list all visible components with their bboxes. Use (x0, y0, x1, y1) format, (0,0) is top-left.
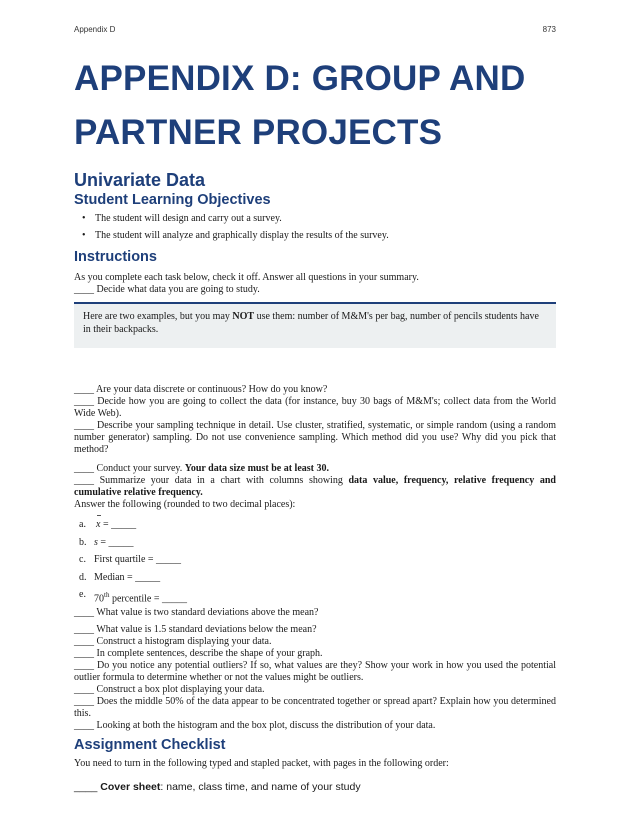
task-outliers: ____ Do you notice any potential outliers? If so, what values are they? Show your work in how you used the potential outlier formula to determine whether or not the values might be outliers. (74, 659, 556, 683)
answer-blank: = _____ (97, 536, 134, 548)
content (74, 52, 556, 794)
s-symbol: s (94, 536, 98, 548)
objectives-list (74, 210, 556, 244)
task-distribution: ____ Looking at both the histogram and the box plot, discuss the distribution of your data. (74, 719, 436, 731)
answer-marker: c. (79, 554, 86, 565)
checklist-item-text: : name, class time, and name of your study (160, 780, 361, 793)
answer-mean (74, 519, 556, 537)
checklist-item-title: Cover sheet (100, 780, 161, 793)
task-collect: ____ Decide how you are going to collect the data (for instance, buy 30 bags of M&M's; collect data from the World Wide Web). (74, 396, 556, 419)
checklist-heading: Assignment Checklist (74, 736, 226, 753)
checklist-intro: You need to turn in the following typed and stapled packet, with pages in the following order: (74, 757, 449, 769)
x-bar-symbol: x (96, 519, 101, 530)
callout-text-after: use them: number of M&M's per bag, number of pencils students have in their backpacks. (83, 311, 539, 335)
instructions-intro: As you complete each task below, check it off. Answer all questions in your summary. (74, 272, 419, 283)
percentile-number: 70 (94, 593, 104, 605)
callout-emphasis: NOT (232, 311, 255, 322)
answer-marker: d. (79, 571, 87, 583)
answer-blank: = _____ (100, 519, 137, 530)
page-title: APPENDIX D: GROUP AND PARTNER PROJECTS (74, 59, 526, 152)
answer-first-quartile (74, 554, 556, 572)
answer-text: First quartile = _____ (94, 554, 182, 565)
task-two-sd: ____ What value is two standard deviations above the mean? (74, 606, 319, 618)
answer-marker: a. (79, 519, 86, 530)
task-summarize-text: ____ Summarize your data in a chart with columns showing (74, 475, 349, 486)
answer-text: percentile = _____ (109, 593, 188, 605)
task-histogram: ____ Construct a histogram displaying your data. (74, 635, 272, 647)
list-item: • The student will analyze and graphically display the results of the survey. (95, 227, 556, 244)
task-decide-data: ____ Decide what data you are going to study. (74, 284, 260, 295)
section-heading: Univariate Data (74, 170, 206, 190)
answer-median (74, 572, 556, 590)
answer-std-dev (74, 537, 556, 555)
task-sampling: ____ Describe your sampling technique in detail. Use cluster, stratified, systematic, or simple random (using a random number generator) sampling. Do not use convenience sampling. Which method did you use? Why did you pick that method? (74, 420, 556, 455)
answer-prompt: Answer the following (rounded to two decimal places): (74, 499, 296, 510)
task-shape: ____ In complete sentences, describe the shape of your graph. (74, 647, 323, 659)
answer-70th-percentile (74, 589, 556, 607)
example-callout (74, 302, 556, 348)
task-discrete: ____ Are your data discrete or continuous? How do you know? (74, 384, 328, 395)
percentile-suffix: th (104, 591, 110, 599)
task-one5-sd: ____ What value is 1.5 standard deviations below the mean? (74, 623, 317, 635)
task-summarize (74, 475, 556, 499)
header-page-number: 873 (542, 25, 556, 34)
list-item: • The student will design and carry out a survey. (95, 210, 556, 227)
running-header (74, 25, 556, 37)
checklist-blank: ____ (74, 780, 101, 793)
task-summarize-bold: data value, frequency, relative frequency and cumulative relative frequency. (74, 475, 556, 498)
task-survey-bold: Your data size must be at least 30. (184, 463, 329, 474)
answer-marker: b. (79, 536, 87, 548)
checklist-item-cover-sheet (74, 781, 556, 794)
answer-marker: e. (79, 589, 86, 600)
task-boxplot: ____ Construct a box plot displaying your data. (74, 683, 265, 695)
task-middle50: ____ Does the middle 50% of the data appear to be concentrated together or spread apart? Explain how you determined this. (74, 695, 556, 719)
answer-text: Median = _____ (94, 571, 161, 583)
answers-list (74, 519, 556, 607)
callout-text-before: Here are two examples, but you may (83, 311, 233, 322)
task-survey-text: ____ Conduct your survey. (74, 463, 185, 474)
objectives-heading: Student Learning Objectives (74, 192, 271, 208)
header-chapter: Appendix D (74, 25, 116, 34)
instructions-heading: Instructions (74, 249, 157, 265)
task-survey (74, 463, 556, 475)
